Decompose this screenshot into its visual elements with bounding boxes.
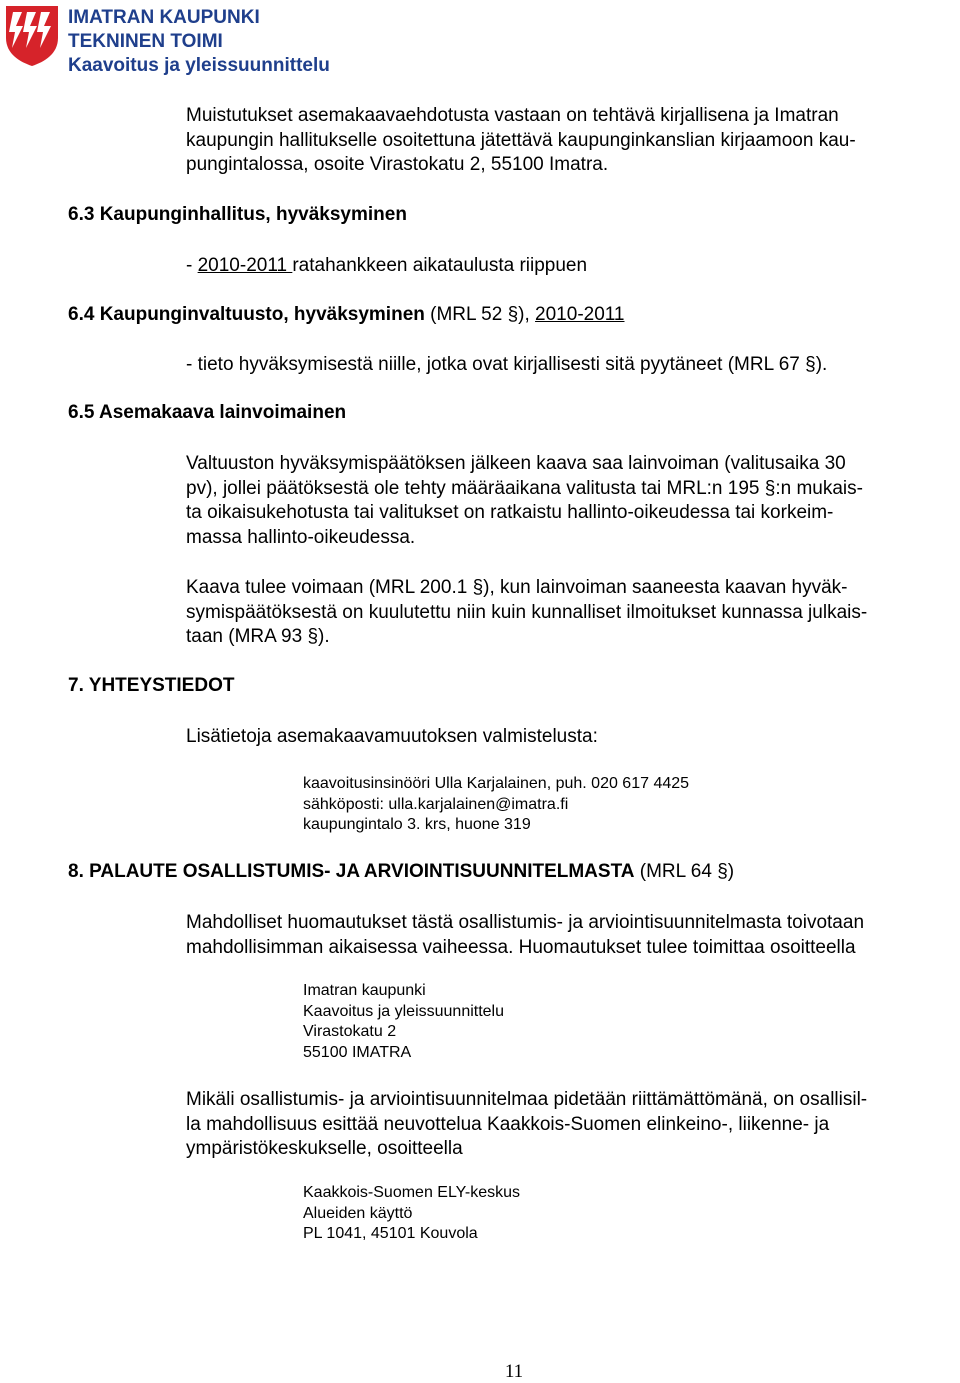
section-6-3-heading: 6.3 Kaupunginhallitus, hyväksyminen <box>68 204 407 225</box>
para-line: pv), jollei päätöksestä ole tehty määräaikana valitusta tai MRL:n 195 §:n mukais- <box>186 477 863 499</box>
contact-line: kaupungintalo 3. krs, huone 319 <box>303 816 531 833</box>
address-block-ely <box>303 1183 520 1245</box>
section-6-4-heading-line <box>68 303 625 328</box>
para-line: la mahdollisuus esittää neuvottelua Kaakkois-Suomen elinkeino-, liikenne- ja <box>186 1113 830 1135</box>
section-6-3-item <box>186 254 587 279</box>
contact-line: kaavoitusinsinööri Ulla Karjalainen, puh. 020 617 4425 <box>303 775 690 792</box>
para-line: massa hallinto-oikeudessa. <box>186 526 416 548</box>
item-rest: ratahankkeen aikataulusta riippuen <box>292 255 588 276</box>
address-line: Virastokatu 2 <box>303 1023 397 1040</box>
page-number-text: 11 <box>504 1361 524 1382</box>
intro-line: kaupungin hallitukselle osoitettuna jätettävä kaupunginkanslian kirjaamoon kau- <box>186 129 856 151</box>
para-line: Valtuuston hyväksymispäätöksen jälkeen kaava saa lainvoiman (valitusaika 30 <box>186 453 846 474</box>
section-8-ref: (MRL 64 §) <box>634 861 735 882</box>
address-line: Kaakkois-Suomen ELY-keskus <box>303 1184 520 1201</box>
section-8-heading-line <box>68 860 734 885</box>
item-prefix: - <box>186 255 198 276</box>
section-6-4-heading: 6.4 Kaupunginvaltuusto, hyväksyminen <box>68 304 425 325</box>
section-8-heading: 8. PALAUTE OSALLISTUMIS- JA ARVIOINTISUUNNITELMASTA <box>68 861 635 882</box>
address-line: Alueiden käyttö <box>303 1204 413 1222</box>
section-6-5-heading: 6.5 Asemakaava lainvoimainen <box>68 402 347 423</box>
imatra-coat-of-arms-icon <box>4 4 60 68</box>
section-7-heading: 7. YHTEYSTIEDOT <box>68 675 235 696</box>
para-line: ympäristökeskukselle, osoitteella <box>186 1138 463 1159</box>
para-line: symispäätöksestä on kuulutettu niin kuin kunnalliset ilmoitukset kunnassa julkais- <box>186 601 868 623</box>
para-line: ta oikaisukehotusta tai valitukset on ratkaistu hallinto-oikeudessa tai korkeim- <box>186 502 834 523</box>
header-org: IMATRAN KAUPUNKI <box>68 7 260 28</box>
para-line: Mikäli osallistumis- ja arviointisuunnitelmaa pidetään riittämättömänä, on osallisil- <box>186 1089 868 1110</box>
para-line: taan (MRA 93 §). <box>186 626 330 647</box>
section-6-4-ref: (MRL 52 §), <box>424 304 536 325</box>
page-number <box>0 1361 960 1383</box>
contact-block <box>303 774 689 836</box>
section-6-5-paragraph-2 <box>186 576 867 650</box>
section-6-4-years: 2010-2011 <box>535 304 625 325</box>
section-6-4-item: - tieto hyväksymisestä niille, jotka ovat kirjallisesti sitä pyytäneet (MRL 67 §). <box>186 354 828 375</box>
contact-line: sähköposti: ulla.karjalainen@imatra.fi <box>303 795 569 813</box>
address-line: Imatran kaupunki <box>303 982 426 999</box>
address-block-city <box>303 981 504 1063</box>
item-years: 2010-2011 <box>197 255 293 276</box>
section-7-intro: Lisätietoja asemakaavamuutoksen valmistelusta: <box>186 726 598 747</box>
header-unit: Kaavoitus ja yleissuunnittelu <box>68 55 330 76</box>
para-line: Mahdolliset huomautukset tästä osallistumis- ja arviointisuunnitelmasta toivotaan <box>186 912 865 933</box>
para-line: mahdollisimman aikaisessa vaiheessa. Huomautukset tulee toimittaa osoitteella <box>186 936 856 958</box>
intro-line: pungintalossa, osoite Virastokatu 2, 55100 Imatra. <box>186 154 609 175</box>
section-8-paragraph-1 <box>186 911 864 960</box>
section-6-5-paragraph-1 <box>186 452 863 550</box>
header-dept: TEKNINEN TOIMI <box>68 31 223 52</box>
intro-paragraph <box>186 104 856 178</box>
para-line: Kaava tulee voimaan (MRL 200.1 §), kun lainvoiman saaneesta kaavan hyväk- <box>186 577 848 598</box>
intro-line: Muistutukset asemakaavaehdotusta vastaan on tehtävä kirjallisena ja Imatran <box>186 105 839 126</box>
section-8-paragraph-2 <box>186 1088 867 1162</box>
address-line: 55100 IMATRA <box>303 1043 412 1061</box>
address-line: PL 1041, 45101 Kouvola <box>303 1225 478 1242</box>
address-line: Kaavoitus ja yleissuunnittelu <box>303 1002 505 1020</box>
